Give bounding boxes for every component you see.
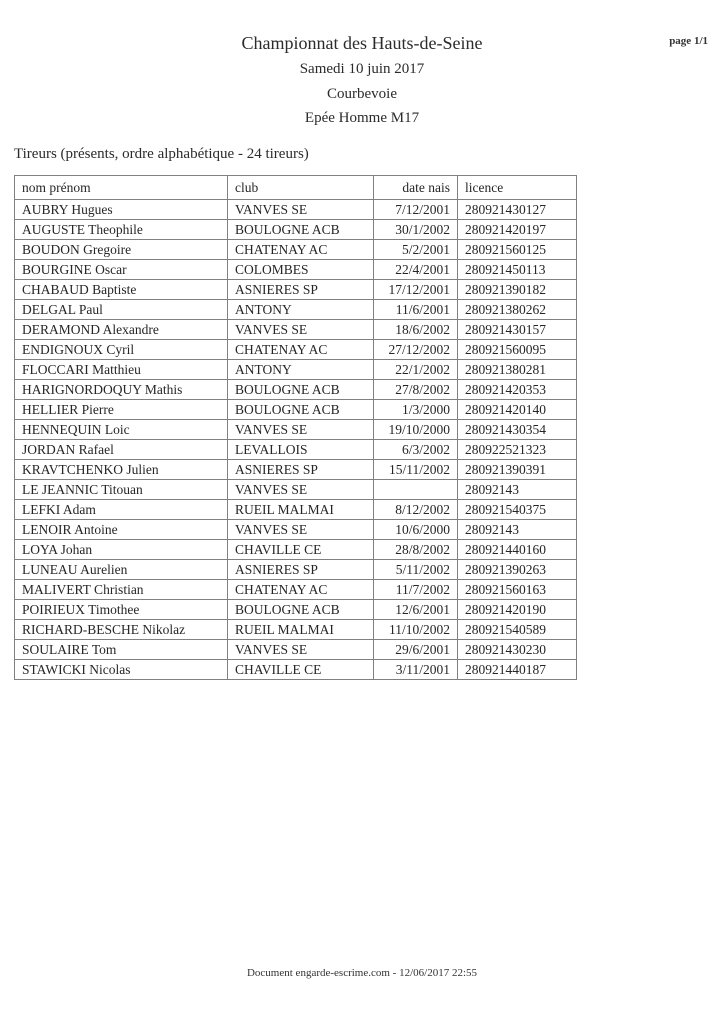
birth-date-cell: 5/11/2002 [374, 560, 458, 580]
club-cell: VANVES SE [228, 520, 374, 540]
document-footer: Document engarde-escrime.com - 12/06/2017 22:55 [246, 967, 478, 979]
birth-date-cell: 5/2/2001 [374, 240, 458, 260]
licence-cell: 280921430230 [458, 640, 577, 660]
licence-cell: 280921420197 [458, 220, 577, 240]
club-cell: COLOMBES [228, 260, 374, 280]
table-row [15, 380, 577, 400]
birth-date-cell: 10/6/2000 [374, 520, 458, 540]
name-cell: ENDIGNOUX Cyril [15, 340, 228, 360]
licence-cell: 280921440187 [458, 660, 577, 680]
header-name: nom prénom [15, 176, 228, 200]
table-header-row [15, 176, 577, 200]
table-row [15, 660, 577, 680]
club-cell: ANTONY [228, 300, 374, 320]
club-cell: CHAVILLE CE [228, 540, 374, 560]
birth-date-cell: 1/3/2000 [374, 400, 458, 420]
table-row [15, 500, 577, 520]
club-cell: RUEIL MALMAI [228, 620, 374, 640]
table-row [15, 480, 577, 500]
club-cell: RUEIL MALMAI [228, 500, 374, 520]
licence-cell: 280921420353 [458, 380, 577, 400]
birth-date-cell: 19/10/2000 [374, 420, 458, 440]
name-cell: AUBRY Hugues [15, 200, 228, 220]
name-cell: BOUDON Gregoire [15, 240, 228, 260]
table-row [15, 360, 577, 380]
name-cell: RICHARD-BESCHE Nikolaz [15, 620, 228, 640]
name-cell: KRAVTCHENKO Julien [15, 460, 228, 480]
table-row [15, 540, 577, 560]
licence-cell: 28092143 [458, 520, 577, 540]
licence-cell: 280922521323 [458, 440, 577, 460]
name-cell: FLOCCARI Matthieu [15, 360, 228, 380]
section-heading: Tireurs (présents, ordre alphabétique - 24 tireurs) [14, 146, 309, 162]
table-row [15, 460, 577, 480]
name-cell: BOURGINE Oscar [15, 260, 228, 280]
licence-cell: 28092143 [458, 480, 577, 500]
birth-date-cell: 22/4/2001 [374, 260, 458, 280]
club-cell: BOULOGNE ACB [228, 400, 374, 420]
table-row [15, 340, 577, 360]
licence-cell: 280921540375 [458, 500, 577, 520]
name-cell: HENNEQUIN Loic [15, 420, 228, 440]
birth-date-cell: 27/8/2002 [374, 380, 458, 400]
header-licence: licence [458, 176, 577, 200]
club-cell: VANVES SE [228, 320, 374, 340]
table-row [15, 400, 577, 420]
participants-table [14, 175, 577, 680]
club-cell: ASNIERES SP [228, 560, 374, 580]
licence-cell: 280921440160 [458, 540, 577, 560]
name-cell: HELLIER Pierre [15, 400, 228, 420]
club-cell: CHATENAY AC [228, 240, 374, 260]
club-cell: BOULOGNE ACB [228, 220, 374, 240]
club-cell: CHATENAY AC [228, 340, 374, 360]
table-row [15, 300, 577, 320]
name-cell: AUGUSTE Theophile [15, 220, 228, 240]
birth-date-cell: 3/11/2001 [374, 660, 458, 680]
event-category: Epée Homme M17 [304, 110, 420, 126]
birth-date-cell: 11/6/2001 [374, 300, 458, 320]
table-row [15, 560, 577, 580]
club-cell: ASNIERES SP [228, 460, 374, 480]
page-title: Championnat des Hauts-de-Seine [241, 33, 483, 53]
name-cell: DELGAL Paul [15, 300, 228, 320]
club-cell: ANTONY [228, 360, 374, 380]
birth-date-cell: 29/6/2001 [374, 640, 458, 660]
birth-date-cell: 12/6/2001 [374, 600, 458, 620]
table-row [15, 240, 577, 260]
event-location: Courbevoie [327, 86, 397, 102]
table-row [15, 200, 577, 220]
name-cell: JORDAN Rafael [15, 440, 228, 460]
table-row [15, 280, 577, 300]
name-cell: HARIGNORDOQUY Mathis [15, 380, 228, 400]
club-cell: BOULOGNE ACB [228, 380, 374, 400]
table-row [15, 580, 577, 600]
name-cell: LOYA Johan [15, 540, 228, 560]
name-cell: LUNEAU Aurelien [15, 560, 228, 580]
club-cell: VANVES SE [228, 640, 374, 660]
table-row [15, 220, 577, 240]
table-row [15, 440, 577, 460]
licence-cell: 280921390182 [458, 280, 577, 300]
name-cell: CHABAUD Baptiste [15, 280, 228, 300]
name-cell: LEFKI Adam [15, 500, 228, 520]
birth-date-cell: 8/12/2002 [374, 500, 458, 520]
page-indicator: page 1/1 [669, 35, 708, 47]
club-cell: VANVES SE [228, 420, 374, 440]
table-row [15, 640, 577, 660]
licence-cell: 280921420190 [458, 600, 577, 620]
club-cell: VANVES SE [228, 200, 374, 220]
name-cell: MALIVERT Christian [15, 580, 228, 600]
licence-cell: 280921390263 [458, 560, 577, 580]
licence-cell: 280921450113 [458, 260, 577, 280]
licence-cell: 280921380262 [458, 300, 577, 320]
licence-cell: 280921560125 [458, 240, 577, 260]
licence-cell: 280921560095 [458, 340, 577, 360]
birth-date-cell: 6/3/2002 [374, 440, 458, 460]
licence-cell: 280921430127 [458, 200, 577, 220]
licence-cell: 280921430354 [458, 420, 577, 440]
table-row [15, 620, 577, 640]
licence-cell: 280921560163 [458, 580, 577, 600]
birth-date-cell: 22/1/2002 [374, 360, 458, 380]
name-cell: LENOIR Antoine [15, 520, 228, 540]
birth-date-cell: 15/11/2002 [374, 460, 458, 480]
birth-date-cell: 27/12/2002 [374, 340, 458, 360]
birth-date-cell: 7/12/2001 [374, 200, 458, 220]
licence-cell: 280921390391 [458, 460, 577, 480]
name-cell: SOULAIRE Tom [15, 640, 228, 660]
name-cell: LE JEANNIC Titouan [15, 480, 228, 500]
club-cell: CHATENAY AC [228, 580, 374, 600]
birth-date-cell [374, 480, 458, 500]
club-cell: VANVES SE [228, 480, 374, 500]
birth-date-cell: 11/10/2002 [374, 620, 458, 640]
birth-date-cell: 28/8/2002 [374, 540, 458, 560]
birth-date-cell: 18/6/2002 [374, 320, 458, 340]
table-row [15, 420, 577, 440]
name-cell: POIRIEUX Timothee [15, 600, 228, 620]
table-row [15, 520, 577, 540]
table-row [15, 320, 577, 340]
table-row [15, 260, 577, 280]
licence-cell: 280921420140 [458, 400, 577, 420]
header-club: club [228, 176, 374, 200]
licence-cell: 280921430157 [458, 320, 577, 340]
club-cell: CHAVILLE CE [228, 660, 374, 680]
name-cell: STAWICKI Nicolas [15, 660, 228, 680]
header-birth-date: date nais [374, 176, 458, 200]
birth-date-cell: 30/1/2002 [374, 220, 458, 240]
event-date: Samedi 10 juin 2017 [299, 61, 425, 77]
club-cell: BOULOGNE ACB [228, 600, 374, 620]
table-row [15, 600, 577, 620]
club-cell: ASNIERES SP [228, 280, 374, 300]
birth-date-cell: 11/7/2002 [374, 580, 458, 600]
licence-cell: 280921540589 [458, 620, 577, 640]
club-cell: LEVALLOIS [228, 440, 374, 460]
birth-date-cell: 17/12/2001 [374, 280, 458, 300]
licence-cell: 280921380281 [458, 360, 577, 380]
name-cell: DERAMOND Alexandre [15, 320, 228, 340]
